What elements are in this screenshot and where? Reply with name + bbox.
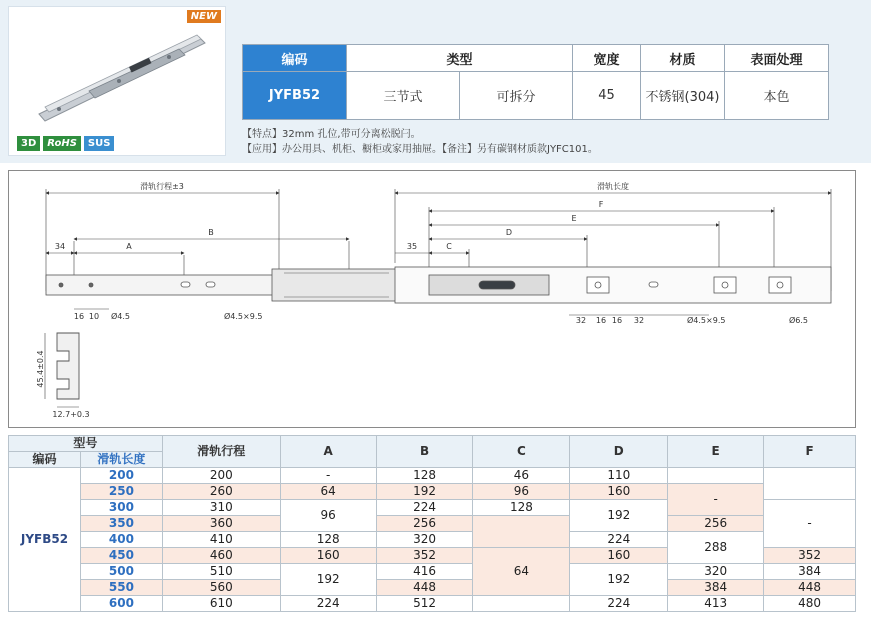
dim-A: A xyxy=(126,242,132,251)
b-cell: 192 xyxy=(376,484,473,500)
stroke-cell: 610 xyxy=(162,596,280,612)
header-length: 滑轨长度 xyxy=(80,452,162,468)
a-cell: 192 xyxy=(280,564,376,596)
spec-header-finish: 表面处理 xyxy=(725,45,829,72)
length-dim-label: 滑轨长度 xyxy=(597,182,629,191)
a-cell: 160 xyxy=(280,548,376,564)
c-cell: 128 xyxy=(473,500,570,516)
spec-finish: 本色 xyxy=(725,72,829,120)
profile-width: 12.7+0.3 xyxy=(52,410,90,419)
spec-material: 不锈钢(304) xyxy=(641,72,725,120)
b-cell: 320 xyxy=(376,532,473,548)
d-cell: 224 xyxy=(570,532,668,548)
b-cell: 224 xyxy=(376,500,473,516)
rohs-badge: RoHS xyxy=(43,136,81,151)
spec-code: JYFB52 xyxy=(243,72,347,120)
dim-10: 10 xyxy=(88,312,100,321)
dim-B: B xyxy=(208,228,214,237)
spec-table xyxy=(242,44,829,120)
header-E: E xyxy=(668,436,764,468)
b-cell: 448 xyxy=(376,580,473,596)
dim-34: 34 xyxy=(54,242,66,251)
b-cell: 128 xyxy=(376,468,473,484)
a-cell: - xyxy=(280,468,376,484)
stroke-cell: 310 xyxy=(162,500,280,516)
stroke-cell: 260 xyxy=(162,484,280,500)
length-cell: 250 xyxy=(80,484,162,500)
length-cell: 450 xyxy=(80,548,162,564)
dim-16c: 16 xyxy=(611,316,623,325)
d-cell: 224 xyxy=(570,596,668,612)
profile-height: 45.4±0.4 xyxy=(36,350,45,388)
stroke-cell: 200 xyxy=(162,468,280,484)
length-cell: 500 xyxy=(80,564,162,580)
dim-32a: 32 xyxy=(575,316,587,325)
c-cell xyxy=(473,516,570,548)
spec-header-width: 宽度 xyxy=(573,45,641,72)
hole-6-5: Ø6.5 xyxy=(789,316,809,325)
stroke-cell: 360 xyxy=(162,516,280,532)
table-code: JYFB52 xyxy=(9,468,81,612)
slot-right: Ø4.5×9.5 xyxy=(687,316,726,325)
new-badge: NEW xyxy=(187,10,221,23)
technical-drawing xyxy=(8,170,856,428)
e-cell xyxy=(668,468,764,484)
dim-D: D xyxy=(505,228,513,237)
dim-F: F xyxy=(598,200,604,209)
dim-35: 35 xyxy=(406,242,418,251)
header-C: C xyxy=(473,436,570,468)
sus-badge: SUS xyxy=(84,136,115,151)
drawing-svg xyxy=(9,171,855,427)
slot-left: Ø4.5×9.5 xyxy=(224,312,263,321)
3d-badge: 3D xyxy=(17,136,40,151)
hole-4-5: Ø4.5 xyxy=(111,312,131,321)
b-cell: 256 xyxy=(376,516,473,532)
header-D: D xyxy=(570,436,668,468)
product-image xyxy=(8,6,226,156)
spec-header-code: 编码 xyxy=(243,45,347,72)
d-cell: 110 xyxy=(570,468,668,484)
f-cell: - xyxy=(764,500,856,548)
length-cell: 300 xyxy=(80,500,162,516)
e-cell: 288 xyxy=(668,532,764,564)
note-features: 【特点】32mm 孔位,带可分离松脱闩。 xyxy=(242,129,421,140)
stroke-cell: 460 xyxy=(162,548,280,564)
dim-C: C xyxy=(446,242,452,251)
a-cell: 64 xyxy=(280,484,376,500)
stroke-cell: 560 xyxy=(162,580,280,596)
header-B: B xyxy=(376,436,473,468)
header-code: 编码 xyxy=(9,452,81,468)
note-application: 【应用】办公用具、机柜、橱柜或家用抽屉。【备注】另有碳钢材质款JYFC101。 xyxy=(242,144,598,155)
dim-16b: 16 xyxy=(595,316,607,325)
a-cell: 224 xyxy=(280,596,376,612)
c-cell: 46 xyxy=(473,468,570,484)
header-A: A xyxy=(280,436,376,468)
b-cell: 352 xyxy=(376,548,473,564)
length-cell: 600 xyxy=(80,596,162,612)
dim-16a: 16 xyxy=(73,312,85,321)
stroke-cell: 410 xyxy=(162,532,280,548)
e-cell: 320 xyxy=(668,564,764,580)
spec-header-type: 类型 xyxy=(347,45,573,72)
length-cell: 400 xyxy=(80,532,162,548)
length-cell: 550 xyxy=(80,580,162,596)
d-cell: 160 xyxy=(570,548,668,564)
d-cell: 160 xyxy=(570,484,668,500)
f-cell: 480 xyxy=(764,596,856,612)
d-cell: 192 xyxy=(570,564,668,596)
model-table xyxy=(8,435,856,612)
e-cell: 256 xyxy=(668,516,764,532)
header-stroke: 滑轨行程 xyxy=(162,436,280,468)
length-cell: 350 xyxy=(80,516,162,532)
b-cell: 416 xyxy=(376,564,473,580)
e-cell: 413 xyxy=(668,596,764,612)
header-model: 型号 xyxy=(9,436,163,452)
dim-32b: 32 xyxy=(633,316,645,325)
a-cell: 96 xyxy=(280,500,376,532)
f-cell: 352 xyxy=(764,548,856,564)
c-cell: 96 xyxy=(473,484,570,500)
length-cell: 200 xyxy=(80,468,162,484)
dim-E: E xyxy=(571,214,577,223)
e-cell: - xyxy=(668,484,764,516)
f-cell: 384 xyxy=(764,564,856,580)
slide-rail-illustration xyxy=(29,29,209,129)
spec-header-material: 材质 xyxy=(641,45,725,72)
stroke-dim-label: 滑轨行程±3 xyxy=(140,182,184,191)
header-F: F xyxy=(764,436,856,468)
f-cell: 448 xyxy=(764,580,856,596)
spec-type-b: 可拆分 xyxy=(460,72,573,120)
product-header xyxy=(0,0,871,163)
a-cell: 128 xyxy=(280,532,376,548)
d-cell: 192 xyxy=(570,500,668,532)
notes xyxy=(242,127,598,157)
spec-type-a: 三节式 xyxy=(347,72,460,120)
stroke-cell: 510 xyxy=(162,564,280,580)
spec-width: 45 xyxy=(573,72,641,120)
b-cell: 512 xyxy=(376,596,473,612)
c-cell: 64 xyxy=(473,548,570,596)
e-cell: 384 xyxy=(668,580,764,596)
c-cell xyxy=(473,596,570,612)
f-cell xyxy=(764,468,856,500)
